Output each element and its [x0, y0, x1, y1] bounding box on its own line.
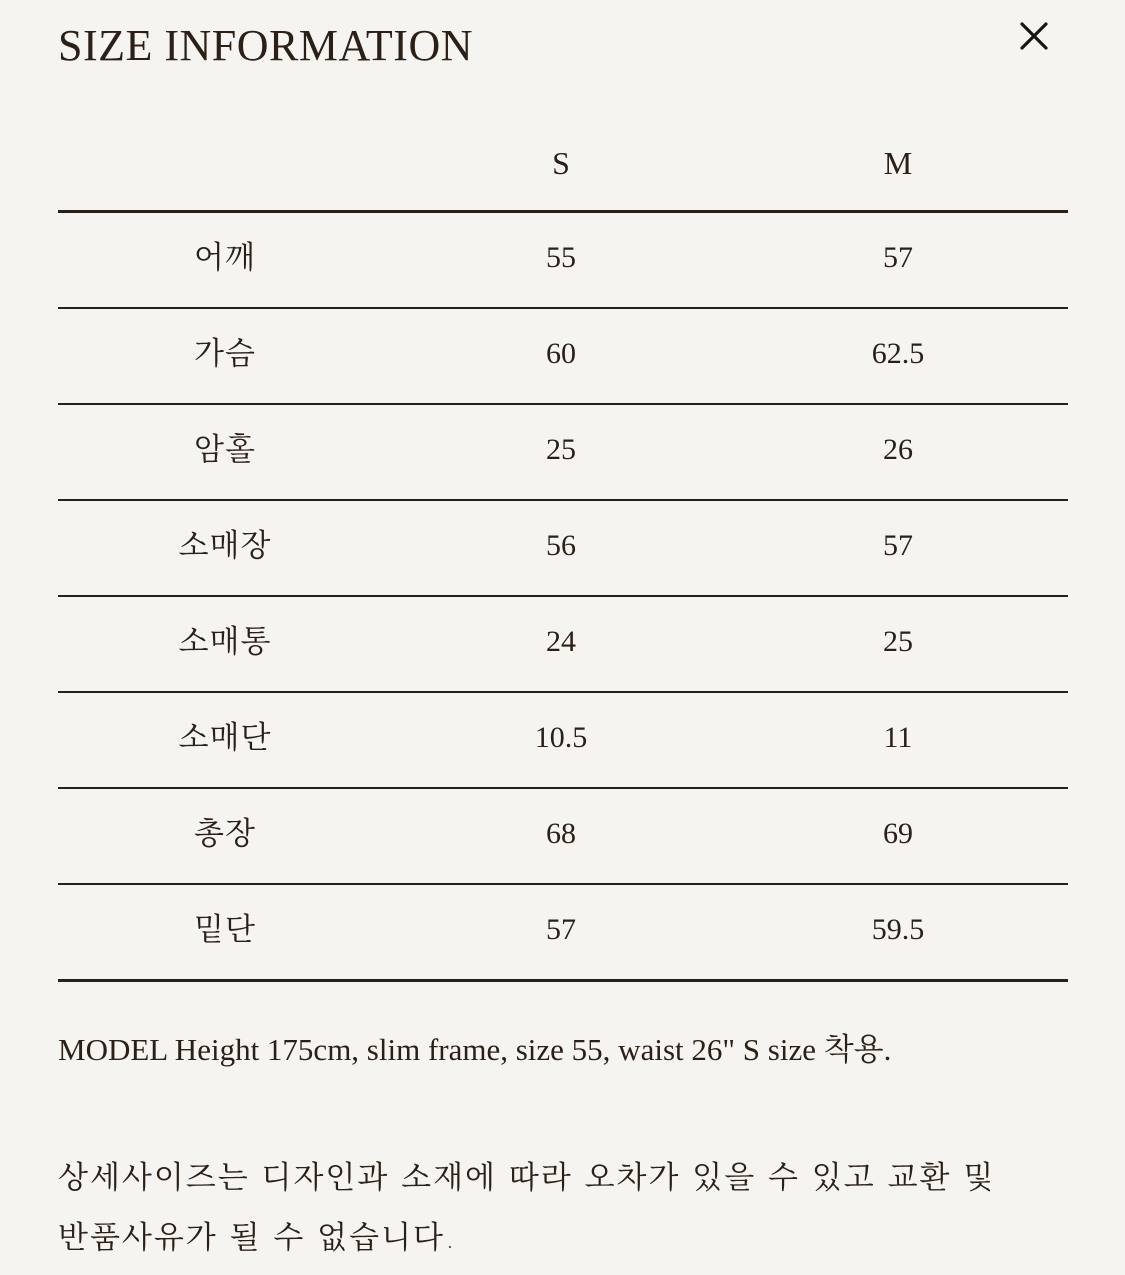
- row-label: 총장: [194, 816, 256, 852]
- row-value-s: 10.5: [534, 721, 588, 754]
- page-title: SIZE INFORMATION: [58, 21, 473, 70]
- table-row: [58, 597, 1068, 693]
- model-note: MODEL Height 175cm, slim frame, size 55, waist 26" S size 착용.: [58, 1032, 892, 1067]
- row-label: 소매단: [178, 720, 272, 756]
- row-value-s: 55: [546, 241, 576, 274]
- row-value-s: 56: [546, 529, 576, 562]
- row-value-m: 57: [883, 529, 913, 562]
- row-label: 가슴: [194, 336, 256, 372]
- table-row: [58, 885, 1068, 982]
- row-label: 밑단: [194, 912, 256, 948]
- close-button[interactable]: [1012, 14, 1056, 58]
- row-value-s: 68: [546, 817, 576, 850]
- row-value-m: 57: [883, 241, 913, 274]
- close-icon[interactable]: [1012, 14, 1056, 58]
- row-value-m: 25: [883, 625, 913, 658]
- header-size-s: S: [552, 145, 570, 181]
- table-row: [58, 309, 1068, 405]
- size-disclaimer: 상세사이즈는 디자인과 소재에 따라 오차가 있을 수 있고 교환 및 반품사유가 될 수 없습니다.: [58, 1160, 996, 1256]
- row-label: 소매통: [178, 624, 272, 660]
- table-row: [58, 789, 1068, 885]
- row-value-s: 57: [546, 913, 576, 946]
- row-value-m: 59.5: [871, 913, 925, 946]
- row-label: 암홀: [194, 432, 256, 468]
- row-value-m: 26: [883, 433, 913, 466]
- row-value-s: 25: [546, 433, 576, 466]
- row-value-m: 11: [883, 721, 913, 754]
- size-table: [58, 116, 1068, 982]
- header-size-m: M: [883, 145, 913, 181]
- table-row: [58, 693, 1068, 789]
- table-header: [58, 116, 1068, 213]
- row-value-m: 62.5: [871, 337, 925, 370]
- row-label: 소매장: [178, 528, 272, 564]
- table-row: [58, 213, 1068, 309]
- row-value-s: 24: [546, 625, 576, 658]
- row-label: 어깨: [194, 240, 256, 276]
- table-row: [58, 405, 1068, 501]
- row-value-s: 60: [546, 337, 576, 370]
- row-value-m: 69: [883, 817, 913, 850]
- table-row: [58, 501, 1068, 597]
